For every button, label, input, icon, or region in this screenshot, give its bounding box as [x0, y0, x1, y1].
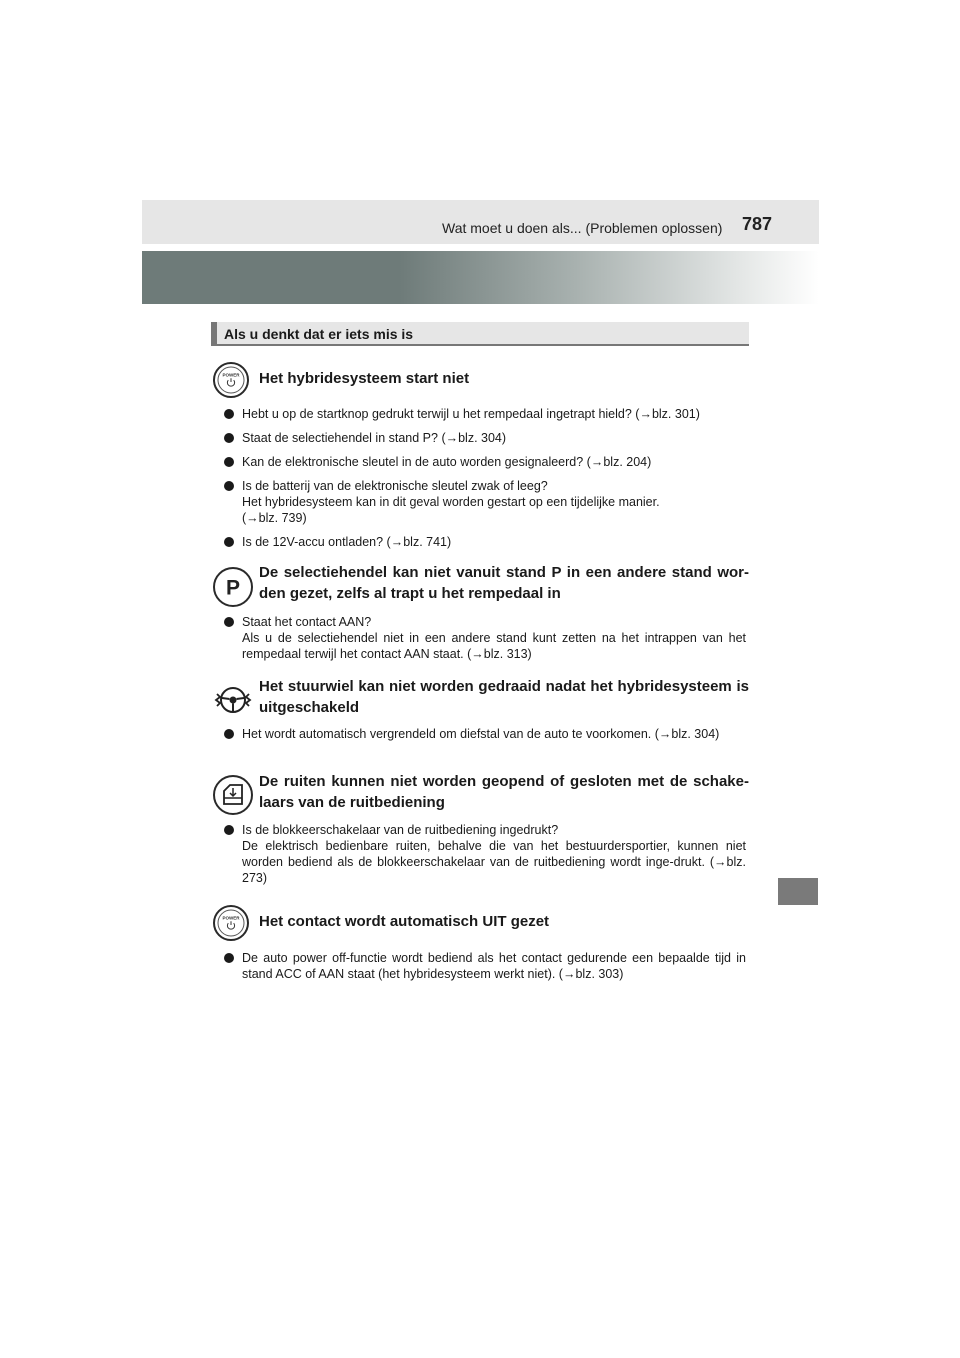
power-icon-label: POWER [222, 915, 240, 921]
section-title [211, 322, 749, 346]
heading-auto-power-off: Het contact wordt automatisch UIT gezet [259, 913, 550, 930]
chapter-side-tab [778, 878, 818, 905]
section-title-text: Als u denkt dat er iets mis is [224, 326, 414, 342]
window-switch-icon [213, 775, 253, 815]
list-item: Het wordt automatisch vergrendeld om diefstal van de auto te voorkomen. (→blz. 304) [224, 726, 746, 742]
list-item: Staat het contact AAN? Als u de selectiehendel niet in een andere stand kunt zetten na het intrappen van het rempedaal terwijl het contact AAN staat. (→blz. 313) [224, 614, 746, 662]
park-p-icon [213, 567, 253, 607]
running-title: Wat moet u doen als... (Problemen oplossen) [442, 220, 723, 236]
park-icon-label: P [225, 576, 241, 600]
chapter-banner [142, 251, 819, 304]
steering-lock-icon [213, 680, 253, 720]
heading-hybrid-no-start: Het hybridesysteem start niet [259, 370, 470, 387]
list-item: Kan de elektronische sleutel in de auto worden gesignaleerd? (→blz. 204) [224, 454, 746, 470]
list-item: Is de batterij van de elektronische sleutel zwak of leeg? Het hybridesysteem kan in dit geval worden gestart op een tijdelijke manier. (→blz. 739) [224, 478, 746, 526]
power-button-icon [213, 362, 249, 398]
list-item: De auto power off-functie wordt bediend als het contact gedurende een bepaalde tijd in stand ACC of AAN staat (het hybridesysteem werkt niet). (→blz. 303) [224, 950, 746, 982]
heading-steering-locked: Het stuurwiel kan niet worden gedraaid nadat het hybridesysteem is uitgeschakeld [259, 678, 749, 716]
heading-shift-lever-stuck: De selectiehendel kan niet vanuit stand P in een andere stand wor-den gezet, zelfs al trapt u het rempedaal in [259, 564, 749, 602]
list-item: Is de blokkeerschakelaar van de ruitbediening ingedrukt? De elektrisch bedienbare ruiten, behalve die van het bestuurdersportier, kunnen niet worden bediend als de blokkeerschakelaar van de ruitbediening wordt inge-drukt. (→blz. 273) [224, 822, 746, 886]
list-item: Is de 12V-accu ontladen? (→blz. 741) [224, 534, 746, 550]
list-item: Staat de selectiehendel in stand P? (→blz. 304) [224, 430, 746, 446]
power-button-icon [213, 905, 249, 941]
list-item: Hebt u op de startknop gedrukt terwijl u het rempedaal ingetrapt hield? (→blz. 301) [224, 406, 746, 422]
page-number: 787 [742, 214, 773, 234]
heading-windows-inoperable: De ruiten kunnen niet worden geopend of gesloten met de schake-laars van de ruitbediening [259, 773, 749, 811]
power-icon-label: POWER [222, 372, 240, 378]
